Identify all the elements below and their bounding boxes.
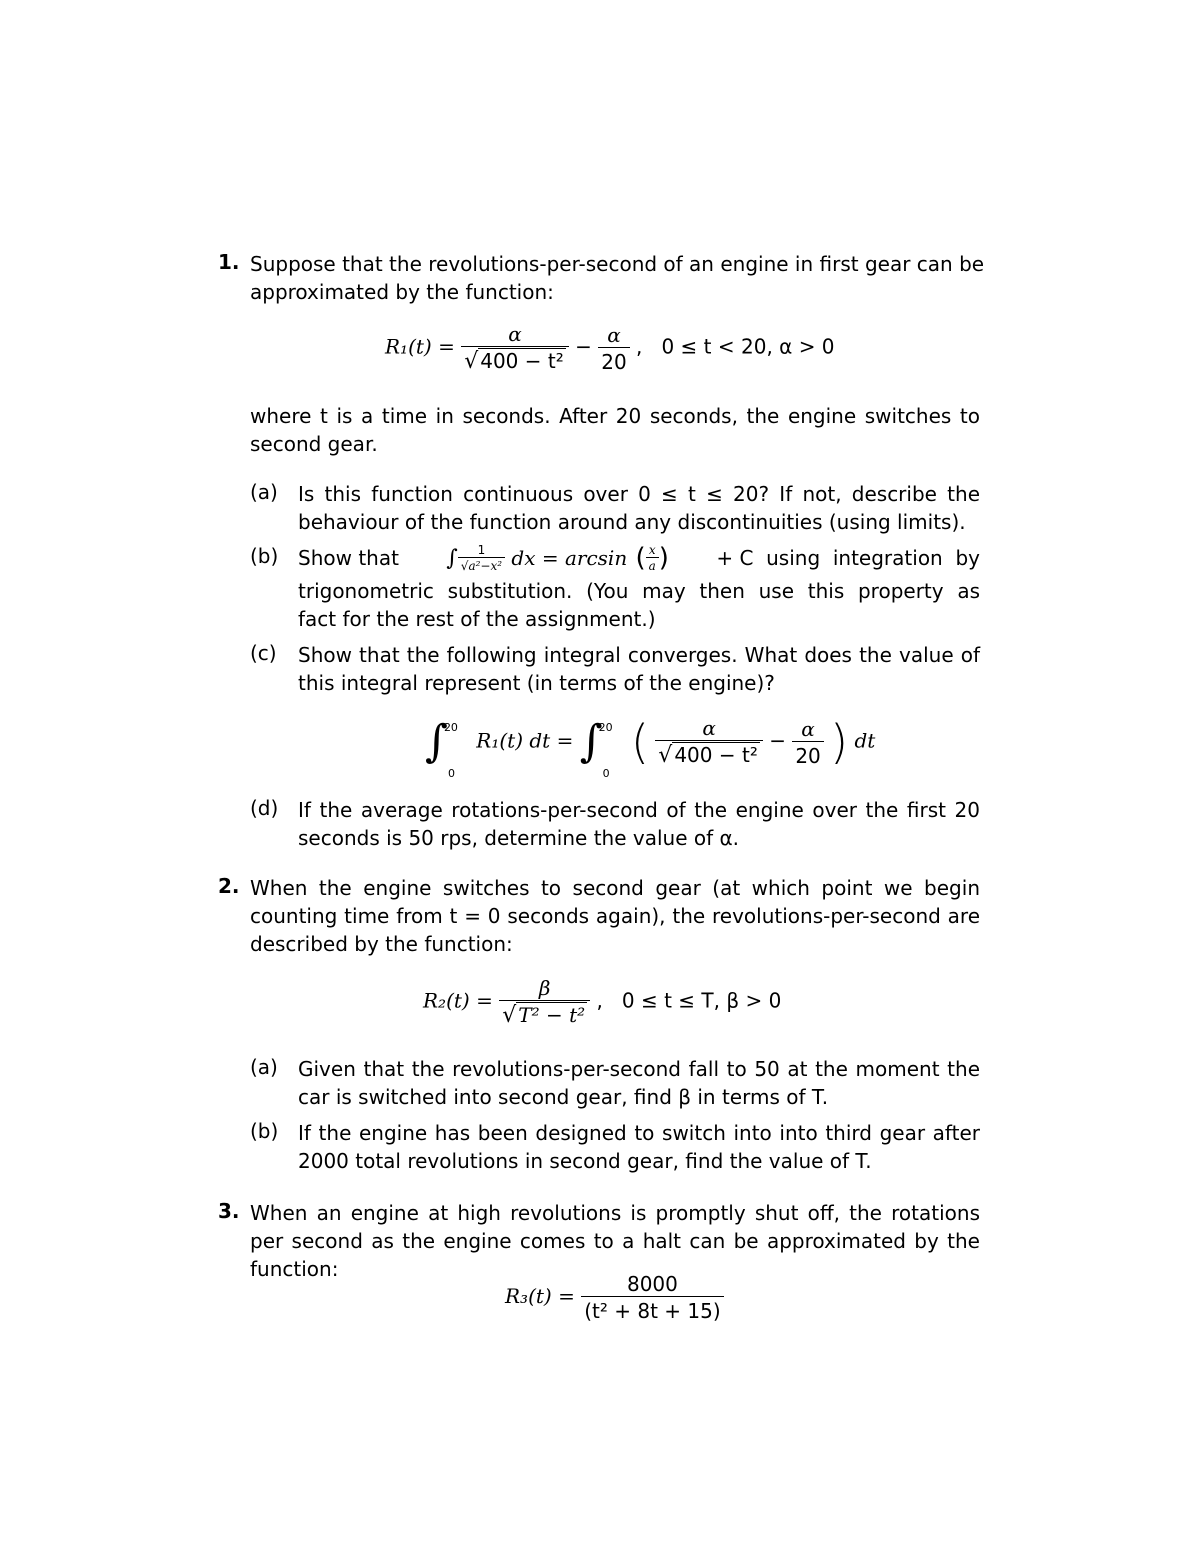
subpart-text: behaviour of the function around any discontinuities (using limits). bbox=[298, 510, 966, 534]
question-text: approximated by the function: bbox=[250, 280, 554, 304]
equation-r2: R₂(t) = $\frac{\beta}{\text{√ T² − t²}}$ , 0 ≤ t ≤ T, β > 0 bbox=[423, 976, 782, 1028]
subpart-text: car is switched into second gear, find β in terms of T. bbox=[298, 1085, 829, 1109]
question-number: 2. bbox=[218, 874, 240, 898]
subpart-text: Show that ∫ $\frac{1}{\text{√a²−x²}}$ dx = arcsin ( $\frac{x}{a}$ ) + C using integration by bbox=[298, 542, 980, 573]
question-text: When an engine at high revolutions is promptly shut off, the rotations bbox=[250, 1201, 980, 1225]
equation-r3: R₃(t) = $\frac{8000}{\text{(t² + 8t + 15)}}$ bbox=[505, 1272, 724, 1323]
fraction: $\frac{\alpha}{\text{√ 400 − t²}}$ bbox=[461, 322, 569, 374]
subpart-text: Is this function continuous over 0 ≤ t ≤ 20? If not, describe the bbox=[298, 482, 980, 506]
subpart-text: Given that the revolutions-per-second fall to 50 at the moment the bbox=[298, 1057, 980, 1081]
equation-r1: R₁(t) = $\frac{\alpha}{\text{√ 400 − t²}}$ − $\frac{\alpha}{20}$ , 0 ≤ t < 20, α > 0 bbox=[385, 322, 835, 374]
subpart-text: If the average rotations-per-second of the engine over the first 20 bbox=[298, 798, 980, 822]
subpart-text: If the engine has been designed to switch into into third gear after bbox=[298, 1121, 980, 1145]
question-text: Suppose that the revolutions-per-second of an engine in first gear can be bbox=[250, 252, 985, 276]
question-text: described by the function: bbox=[250, 932, 513, 956]
question-text: second gear. bbox=[250, 432, 378, 456]
equation-condition: , 0 ≤ t < 20, α > 0 bbox=[636, 334, 835, 359]
question-number: 3. bbox=[218, 1199, 240, 1223]
subpart-text: fact for the rest of the assignment.) bbox=[298, 607, 656, 631]
subpart-label: (d) bbox=[250, 796, 279, 820]
subpart-text: Show that the following integral converges. What does the value of bbox=[298, 643, 980, 667]
question-text: counting time from t = 0 seconds again), the revolutions-per-second are bbox=[250, 904, 980, 928]
subpart-label: (a) bbox=[250, 480, 278, 504]
equation-condition: , 0 ≤ t ≤ T, β > 0 bbox=[596, 988, 782, 1013]
subpart-label: (c) bbox=[250, 641, 277, 665]
question-text: per second as the engine comes to a halt can be approximated by the bbox=[250, 1229, 980, 1253]
question-text: When the engine switches to second gear (at which point we begin bbox=[250, 876, 980, 900]
integral-equation: $\int 20_0$ R₁(t) dt = $\int 20_0$ ( $\frac{\alpha}{\text{√ 400 − t²}}$ − $\frac{\alpha}{20}$ ) dt bbox=[425, 715, 876, 780]
subpart-label: (b) bbox=[250, 1119, 279, 1143]
equation-lhs: R₁(t) = bbox=[385, 334, 455, 359]
question-number: 1. bbox=[218, 250, 240, 274]
inline-integral: ∫ $\frac{1}{\text{√a²−x²}}$ dx = arcsin ( $\frac{x}{a}$ ) bbox=[446, 542, 669, 573]
subpart-label: (a) bbox=[250, 1055, 278, 1079]
subpart-text: trigonometric substitution. (You may then use this property as bbox=[298, 579, 980, 603]
question-text: function: bbox=[250, 1257, 339, 1281]
subpart-text: 2000 total revolutions in second gear, find the value of T. bbox=[298, 1149, 872, 1173]
question-text: where t is a time in seconds. After 20 seconds, the engine switches to bbox=[250, 404, 980, 428]
subpart-text: seconds is 50 rps, determine the value of α. bbox=[298, 826, 740, 850]
subpart-text: this integral represent (in terms of the engine)? bbox=[298, 671, 775, 695]
fraction: $\frac{\alpha}{20}$ bbox=[598, 323, 629, 374]
subpart-label: (b) bbox=[250, 544, 279, 568]
